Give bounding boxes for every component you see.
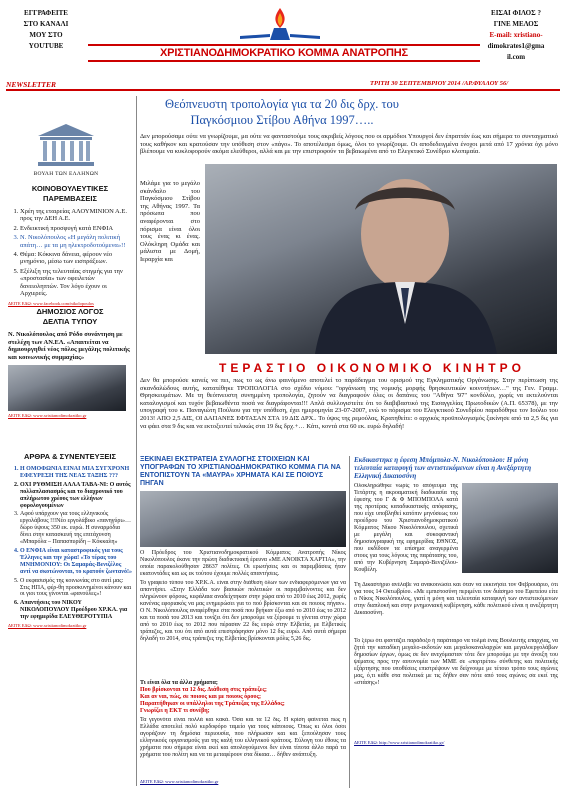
list-item[interactable]: 1. Χρέη της εταιρείας ΑΛΟΥΜΙΝΙΟΝ Α.Ε. προς την ΔΕΗ Α.Ε. [20, 208, 132, 223]
articles-section [8, 452, 132, 628]
main-headline: Θεόπνευστη τροπολογία για τα 20 δις δρχ. του Παγκόσμιου Στίβου Αθήνα 1997….. [165, 97, 399, 127]
section-title: ΔΗΜΟΣΙΟΣ ΛΟΓΟΣ [36, 307, 104, 316]
press-releases-section [8, 307, 132, 418]
list-item[interactable]: 3. Αφού υπάρχουν για τους ελληνικούς εργολάβους !!!Νέο εργολάβικο «πανηγύρι»… δώρο ύψους 350 εκ. ευρώ. Η συναρμόδια δίνει στην κατασκευή της επιτάχυνση «Μπαρόλα – Παπασπυρίδη – Κόκκαλη» [20, 511, 132, 546]
article-title: ΞΕΚΙΝΑΕΙ ΕΚΣΤΡΑΤΕΙΑ ΣΥΛΛΟΓΗΣ ΣΤΟΙΧΕΙΩΝ ΚΑΙ ΥΠΟΓΡΑΦΩΝ ΤΟ ΧΡΙΣΤΙΑΝΟΔΗΜΟΚΡΑΤΙΚΟ ΚΟΜΜΑ ΓΙΑ ΝΑ ΕΝΤΟΠΙΣΤΟΥΝ ΤΑ «ΜΑΥΡΑ» ΧΡΗΜΑΤΑ ΚΑΙ ΣΕ ΠΟΙΟΥΣ ΠΗΓΑΝ [140, 456, 341, 487]
question-item: Γνωρίζει η ΕΚΤ τι συνέβη; [140, 708, 210, 714]
email-address[interactable]: E-mail: xristiano- [489, 31, 543, 39]
list-item[interactable]: 1. Η ΟΜΟΦΩΝΙΑ ΕΙΝΑΙ ΜΙΑ ΣΥΓΧΡΟΝΗ ΕΦΕΥΡΕΣΗ ΤΗΣ ΝΕΑΣ ΤΑΞΗΣ ??? [20, 466, 132, 480]
list-item[interactable]: 3. Ν. Νικολόπουλος «Η μεγάλη πολιτική απάτη… με τα μη ηλεκτροδοτούμενα»!! [20, 234, 132, 249]
article-body-with-photo [354, 483, 558, 579]
campaign-photo [140, 491, 346, 547]
column-divider [349, 456, 350, 788]
website-link[interactable]: ΔΕΙΤΕ ΕΔΩ: www.xristianodimokratiko.gr [8, 623, 87, 629]
newsletter-label: NEWSLETTER [6, 80, 57, 89]
section-subtitle: ΠΑΡΕΜΒΑΣΕΙΣ [42, 194, 97, 203]
lead-paragraph-2: Μιλάμε για το μεγάλο σκάνδαλο του Παγκόσμιου Στίβου της Αθήνας 1997. Τα πρόσωπα που αναφέρονται στο πόρισμα είναι όλοι τους ένας κι ένας. Ολόκληρη Ομάδα και μάλιστα με Δομή, Ιεραρχία και [140, 180, 200, 263]
press-release-text[interactable]: Ν. Νικολόπουλος από Ρόδο συνάντηση με στελέχη των ΑΝ.ΕΛ. «Απαιτείται να δημιουργηθεί νέος πόλος μεγάλης πολιτικής και κοινωνικής συμμαχίας» [8, 331, 130, 361]
header-divider [6, 89, 560, 91]
party-torch-logo-icon [232, 6, 328, 44]
website-link[interactable]: ΔΕΙΤΕ ΕΔΩ: www.xristianodimokratiko.gr [8, 413, 87, 419]
section-title: ΑΡΘΡΑ & ΣΥΝΕΝΤΕΥΞΕΙΣ [23, 452, 117, 461]
lead-paragraph: Δεν μπορούσαμε ούτε να γνωρίζουμε, μα ούτε να φανταστούμε τους ακριβείς λόγους που οι αρμόδιοι Υπουργοί δεν έπραττάν έως και σήμερα το συνταγματικό τους καθήκον και κρατούσαν την υπόθεση στον «πάγο». Το αποτέλεσμα όμως, όλοι το γνωρίζουμε. Οι αποδεδειγμένα ένοχοι μετά από 17 χρόνια όχι μόνο βλέπουμε να κυκλοφορούν ακόμα ελεύθεροι, αλλά και με την επιστροφούν τα βεβαιωμένα από το Ελεγκτικό Συνέδριο κλοπιμαία. [140, 133, 558, 156]
article-paragraph: Το γραφείο τύπου του ΧΡ.Κ.Α. είναι στην διάθεση όλων των ενδιαφερόμενων για να απαντήσει. «Στην Ελλάδα των βασικών πολιτικών οι παρεμβαίνοντες και δεν πληρώνουν φόρους, κεφάλαια αναδείχτηκαν στην χώρα από το 2010 έως 2012, χωρίς κανένας εφοριακός να μας ενημερώσει για το πού βρίσκονται και σε ποιους πήγαν». Ο Ν. Νικολόπουλος αναφέρθηκε στα ποσά που βγήκαν έξω από το 2010 έως το 2012 και τα ποσά του 2013 και τονίζει ότι δεν μπορούμε να ξέρουμε τι γίνεται στην χώρα από το 2010 έως το 2012 που πέρασαν 22 δις ευρώ στην Ελβετία, με Ελβετικές τράπεζες, και του ότι από αυτά επεστράφησαν μόνο 12 δις ευρώ. Από αυτά σήμερα δηλαδή το 2014, στις τράπεζες της Ελβετίας βρίσκονται μόλις 5,26 δις. [140, 580, 346, 642]
parliament-label: ΒΟΥΛΗ ΤΩΝ ΕΛΛΗΝΩΝ [33, 171, 99, 177]
party-name-banner: ΧΡΙΣΤΙΑΝΟΔΗΜΟΚΡΑΤΙΚΟ ΚΟΜΜΑ ΑΝΑΤΡΟΠΗΣ [88, 44, 480, 62]
list-item[interactable]: 2. Ενδεικτική προσφυγή κατά ΕΝΦΙΑ [20, 225, 132, 232]
section-headline: ΤΕΡΑΣΤΙΟ ΟΙΚΟΝΟΜΙΚΟ ΚΙΝΗΤΡΟ [219, 361, 525, 375]
meeting-photo [8, 365, 126, 411]
article-paragraph: Ο Πρόεδρος του Χριστιανοδημοκρατικού Κόμματος Ανατροπής Νίκος Νικολόπουλος έκανε την πρώτη διαδικτυακή έρευνα «ΜΕ ΑΝΟΙΚΤΑ ΧΑΡΤΙΑ», την οποία παρακολούθησαν 28637 πολίτες. Οι ερωτήσεις και οι παρεμβάσεις ήταν εκατοντάδες και ως εκ τούτου έχουμε πολλές απαντήσεις. [140, 550, 346, 577]
politician-portrait-photo [205, 164, 557, 354]
list-item[interactable]: 6. Απαντήσεις του ΝΙΚΟΥ ΝΙΚΟΛΟΠΟΥΛΟΥ Προέδρου ΧΡ.ΚΑ. για την εφημερίδα ΕΛΕΥΘΕΡΟΤΥΠΙΑ [20, 600, 132, 621]
question-title: Τι είναι όλα τα άλλα χρήματα; [140, 680, 218, 686]
article-paragraph: Το ξέρω ότι φαντάζει παράδοξο ή παράταιρο να τολμά ένας Βουλευτής επαρχίας, να ζητά την καταδίκη μεγαλο-εκδοτών και μεγαλοκαναλαρχών και μεγαλοεργολάβων δημοσίων έργων, όμως σε δεν ανεχόμασταν τότε δεν μπορούμε με την άνοιξη του ψέματος προς την αυτονομία των ΜΜΕ σε «πορτρέτα» σύνθετης και πολιτικής εξάρτησης που υποθέσεις επιστρέψουν να δείχνουμε με τέτοιο τρόπο τους αγώνες μας, ό,τι κάθε στα πολιτικά με τις δήθεν σαν πότε από τους αγώνες σα εκεί της «στάσης»! [354, 638, 558, 686]
website-link[interactable]: ΔΕΙΤΕ ΕΔΩ: http://www.xristianodimokratiko.gr/ [354, 740, 445, 745]
court-article [354, 456, 558, 745]
question-item: Και αν ναι, πώς, σε ποιους και με ποιους όρους; [140, 694, 261, 700]
article-paragraph: Τη Δικαστήριο ανέλαβε να ανακοινώσει και όταν να εκκινήσει τον Φεβρουάριο, ότι για τους 14 Οκτωβρίου. «Με εμπιστοσύνη περιμένει τον διάσημο του Εφετείου είτε ο Νίκος Νικολόπουλος, γιατί η μόνη και τελευταία καταφυγή των αντιστεκόμενων στην διαπλοκή και στην μνημονιακή κυβέρνηση, κάθε πολιτικού είναι η ανεξάρτητη Δικαιοσύνη. [354, 582, 558, 616]
question-item: Παραιτήθηκαν οι υπάλληλοι της Τράπεζας της Ελλάδος; [140, 701, 285, 707]
list-item[interactable]: 4. Θέμα: Κόκκινα δάνεια, φέρουν νέο μνημόνιο, μέσω των εισπράξεων. [20, 251, 132, 266]
youtube-subscribe-note[interactable]: ΕΓΓΡΑΦΕΙΤΕ ΣΤΟ ΚΑΝΑΛΙ ΜΟΥ ΣΤΟ YOUTUBE [23, 9, 69, 50]
list-item[interactable]: 5. Εξέλιξη της τελευταίας στιγμής για την «προστασία» των οφειλετών δανειοληπτών. Τον λόγο έχουν οι Αρχιερείς. [20, 268, 132, 298]
list-item[interactable]: 5. Ο εκφασισμός της κοινωνίας στο αυτί μας: Στις ΗΠΑ, φέρ-θη προσκυνημένοι κάνουν και οι γιοι τους γίνονται «φανούλες»! [20, 578, 132, 599]
article-paragraph: Ολοκληρώθηκε νωρίς το απόγευμα της Τετάρτης η ακροαματική διαδικασία της έφεσης του Γ & Φ ΜΠΟΜΠΟΛΑ κατά της προτέρας καταδικαστικής απόφασης, που είχε υποβληθεί κατόπιν μηνύσεως του προέδρου του Χριστιανοδημοκρατικού Κόμματος Νίκου Νικολόπουλου, σχετικά με μεγάλη και συκοφαντική δημοσιογραφική της εφημερίδας ΕΘΝΟΣ, που εκδίδουν τα επίσημα αναγερμένα στους για τους λόγους της παράτασης του, από την Κυβέρνηση Σαμαρά-Βενιζέλου-Κουβέλη. [354, 483, 458, 573]
article-title: Εκδικαστηκε η έφεση Μπόμπολα-Ν. Νικολόπουλου: Η μόνη τελευταία καταφυγή των αντιστεκόμενων είναι η Ανεξάρτητη Ελληνική Δικαιοσύνη [354, 456, 532, 480]
list-item[interactable]: 4. Ο ΕΝΦΙΑ είναι καταστροφικός για τους Έλληνες και την χώρα! «Το τέρας του ΜΝΗΜΟΝΙΟΥ: Οι Σαμαράς-Βενιζέλος αντί να σκοτώνονται, το κρατούν ζωντανό!» [20, 548, 132, 576]
defendant-photo [462, 483, 558, 573]
facebook-link[interactable]: ΔΕΙΤΕ ΕΔΩ: www.facebook.com/nikolopoulos [8, 301, 94, 307]
main-article-body: Δεν θα μπορούσε κανείς να πει, πως το ως άνω φαινόμενο αποτελεί το παράδειγμα του ορισμού της Εγκληματικής Οργάνωσης. Στην περίπτωση της σκανδαλώδους αυτής, κατατέθηκε ΤΡΟΠΟΛΟΓΙΑ στο σχέδιο νόμου: "οργάνωση της νομικής μορφής θρησκευτικών κοινοτήτων…" της Γεν. Γραμμ. Θρησκευμάτων. Με τη θεόπνευστη συνημμένη τροπολογία, ζητούν να διαγραφούν όλες οι δαπάνες του "Αθήνα '97" κονδύλιο, χωρίς να εκτελούνται καταλογισμοί και τυχόν βεβαιωθέντα ποσά να διαγράφονται!!! Απλά συλλογιστείτε ότι το διαβιβαστικό της Εισαγγελίας Πρωτοδικών (Α.Π. 65378), με την υπογραφή του κ. Παναγιώτη Πούλιου για την υπόθεση, έχει ημερομηνία 23-07-2007, ενώ το πόρισμα του Ελεγκτικού Συνεδρίου παραδόθηκε τον Ιούλιο του 2013! ΑΠΟ 2,5 ΔΙΣ, ΟΙ ΔΑΠΑΝΕΣ ΕΦΤΑΣΑΝ ΣΤΑ 19 ΔΙΣ ΔΡΧ.. Το ύψος της ρεμούλας, Κρατηθείτε: ο αρχικός προϋπολογισμός ξεκίνησε από τα 2,5 δις για να φάει στα 9 δις και να εκτοξευτεί τελικώς στα 19 δις δρχ.+… Κάτι, κοντά στα 60 εκ. ευρώ δηλαδή! [140, 377, 558, 430]
membership-note[interactable]: ΕΙΣΑΙ ΦΙΛΟΣ ? ΓΙΝΕ ΜΕΛΟΣ E-mail: xristiano- dimokrates1@gma il.com [472, 8, 560, 63]
website-link[interactable]: ΔΕΙΤΕ ΕΔΩ: www.xristianodimokratiko.gr [140, 779, 219, 784]
campaign-article [140, 456, 346, 784]
section-title: ΚΟΙΝΟΒΟΥΛΕΥΤΙΚΕΣ [31, 184, 109, 193]
column-divider [136, 96, 137, 786]
question-item: Που βρίσκονται τα 12 δις. Διάθεση στις τράπεζες; [140, 687, 267, 693]
portrait-silhouette-icon [205, 164, 557, 354]
parliament-emblem-icon [26, 120, 106, 170]
list-item[interactable]: 2. ΟΧΙ ΡΥΘΜΙΣΗ ΑΛΛΑ ΤΑΒΑ-ΝΙ: Ο αυτός πολλαπλασιασμός και το διαχρονικό του απλήρωτου χρέους των ελλήνων φορολογουμένων [20, 482, 132, 510]
article-paragraph: Τα γεγονότα είναι πολλά και κακά. Όσα και τα 12 δις. Η κρίση φαίνεται πως η Ελλάδα αποτελεί πολύ κερδοφόρο ταμείο για τους κάποιους. Όπως κι όλοι όσοι αγοράζουν τη δημόσια περιουσία, που πλήρωσαν και και ξεπούλησαν τους ελληνικούς οργανισμούς για της καλή του ελληνικού κράτους. Εύλογη του έθους τα χρήματα που σήμερα είναι εκεί και απολογούμενοι δεν είναι τίποτα άλλο παρά τα χρήματα του πολίτη και να τα μεταφέρουν στα δίκαια… δήθεν ανάπτυξη. [140, 717, 346, 758]
issue-date: ΤΡΙΤΗ 30 ΣΕΠΤΕΜΒΡΙΟΥ 2014 /ΑΡ.ΦΥΛΛΟΥ 56/ [370, 80, 509, 87]
section-subtitle: ΔΕΛΤΙΑ ΤΥΠΟΥ [42, 317, 98, 326]
parliamentary-interventions-section [8, 184, 132, 306]
